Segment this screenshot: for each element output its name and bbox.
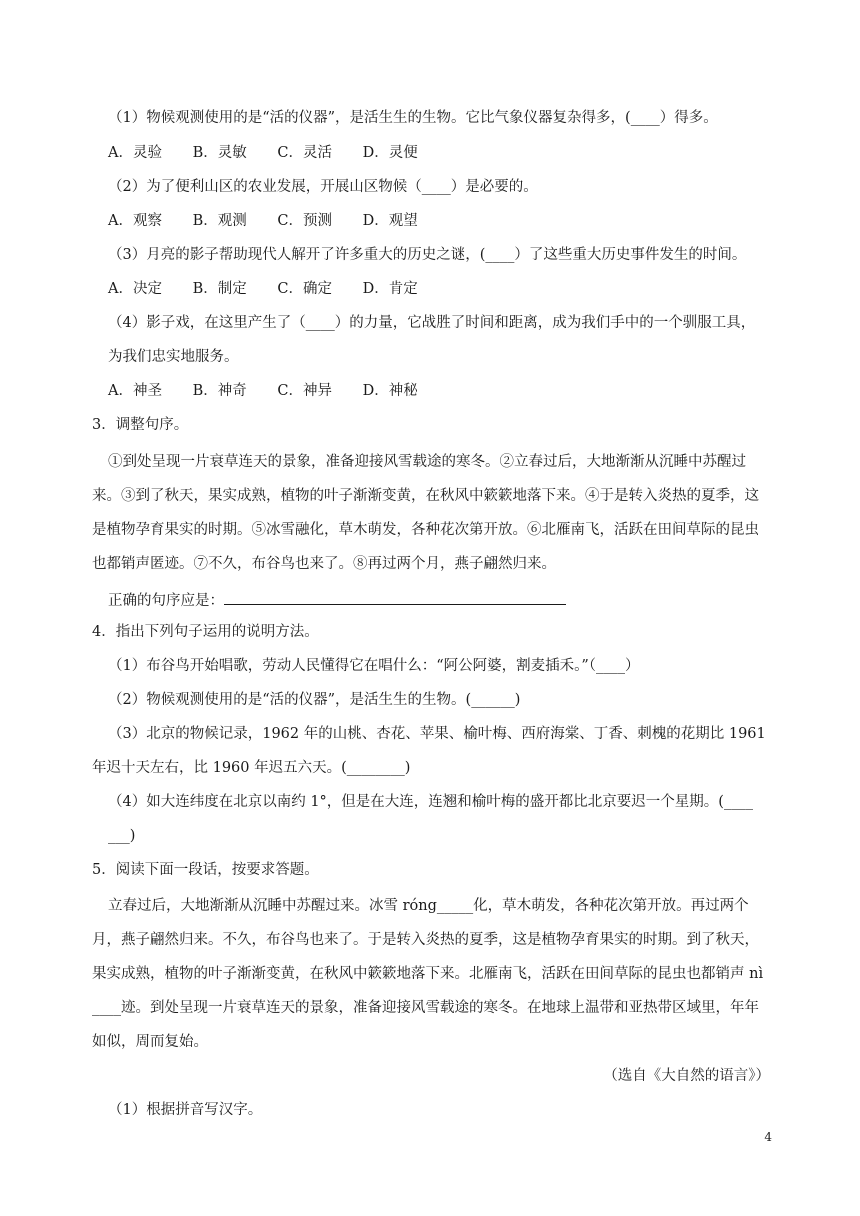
q5-sub1: （1）根据拼音写汉字。 (108, 1102, 263, 1118)
option-c: C．灵活 (277, 145, 332, 161)
option-a: A．灵验 (108, 145, 162, 161)
q4-s3-line1: （3）北京的物候记录，1962 年的山桃、杏花、苹果、榆叶梅、西府海棠、丁香、刺槐的花期比 1961 (108, 726, 766, 742)
q2-s1-options (108, 143, 444, 163)
option-d: D．神秘 (362, 383, 418, 399)
q2-s2: （2）为了便利山区的农业发展，开展山区物候（____）是必要的。 (108, 179, 538, 195)
q2-s4-line1: （4）影子戏，在这里产生了（____）的力量，它战胜了时间和距离，成为我们手中的一个驯服工具， (108, 315, 756, 331)
q3-answer (108, 588, 566, 611)
q5-line5: 如似，周而复始。 (92, 1034, 208, 1050)
q5-line2: 月，燕子翩然归来。不久，布谷鸟也来了。于是转入炎热的夏季，这是植物孕育果实的时期。到了秋天， (92, 932, 759, 948)
q5-source: （选自《大自然的语言》） (603, 1068, 770, 1084)
q5-line4: ____迹。到处呈现一片衰草连天的景象，准备迎接风雪载途的寒冬。在地球上温带和亚热带区域里，年年 (92, 1000, 759, 1016)
q3-title: 3．调整句序。 (92, 417, 189, 433)
q2-s3-options (108, 279, 444, 299)
option-b: B．神奇 (192, 383, 247, 399)
option-c: C．神异 (277, 383, 332, 399)
option-d: D．肯定 (362, 281, 418, 297)
q5-line3: 果实成熟，植物的叶子渐渐变黄，在秋风中簌簌地落下来。北雁南飞，活跃在田间草际的昆虫也都销声 nì (92, 966, 764, 982)
q2-s1: （1）物候观测使用的是“活的仪器”，是活生生的生物。它比气象仪器复杂得多，(____）得多。 (108, 110, 718, 126)
q5-title: 5．阅读下面一段话，按要求答题。 (92, 862, 319, 878)
q4-s2: （2）物候观测使用的是“活的仪器”，是活生生的生物。(______) (108, 692, 521, 708)
q2-s3: （3）月亮的影子帮助现代人解开了许多重大的历史之谜，(____）了这些重大历史事件发生的时间。 (108, 247, 747, 263)
q4-s3-line2: 年迟十天左右，比 1960 年迟五六天。(________) (92, 760, 411, 776)
answer-blank[interactable] (224, 588, 566, 605)
q4-s1: （1）布谷鸟开始唱歌，劳动人民懂得它在唱什么：“阿公阿婆，割麦插禾。”（____） (108, 658, 640, 674)
q3-line4: 也都销声匿迹。⑦不久，布谷鸟也来了。⑧再过两个月，燕子翩然归来。 (92, 556, 556, 572)
q4-s4-line2: ___) (108, 828, 136, 844)
option-d: D．灵便 (362, 145, 418, 161)
q4-s4-line1: （4）如大连纬度在北京以南约 1°，但是在大连，连翘和榆叶梅的盛开都比北京要迟一个星期。(____ (108, 794, 753, 810)
option-a: A．观察 (108, 213, 162, 229)
option-c: C．确定 (277, 281, 332, 297)
option-b: B．灵敏 (192, 145, 247, 161)
q3-line2: 来。③到了秋天，果实成熟，植物的叶子渐渐变黄，在秋风中簌簌地落下来。④于是转入炎热的夏季，这 (92, 488, 759, 504)
q2-s2-options (108, 211, 444, 231)
option-a: A．决定 (108, 281, 162, 297)
option-a: A．神圣 (108, 383, 162, 399)
q4-title: 4．指出下列句子运用的说明方法。 (92, 624, 319, 640)
q3-line3: 是植物孕育果实的时期。⑤冰雪融化，草木萌发，各种花次第开放。⑥北雁南飞，活跃在田间草际的昆虫 (92, 522, 759, 538)
option-b: B．观测 (192, 213, 247, 229)
q2-s4-line2: 为我们忠实地服务。 (108, 349, 239, 365)
answer-label: 正确的句序应是： (108, 593, 224, 609)
q5-line1: 立春过后，大地渐渐从沉睡中苏醒过来。冰雪 róng_____化，草木萌发，各种花次第开放。再过两个 (108, 898, 749, 914)
option-d: D．观望 (362, 213, 418, 229)
q3-line1: ①到处呈现一片衰草连天的景象，准备迎接风雪载途的寒冬。②立春过后，大地渐渐从沉睡中苏醒过 (108, 454, 746, 470)
option-b: B．制定 (192, 281, 247, 297)
option-c: C．预测 (277, 213, 332, 229)
q2-s4-options (108, 381, 444, 401)
page-number: 4 (764, 1130, 772, 1144)
